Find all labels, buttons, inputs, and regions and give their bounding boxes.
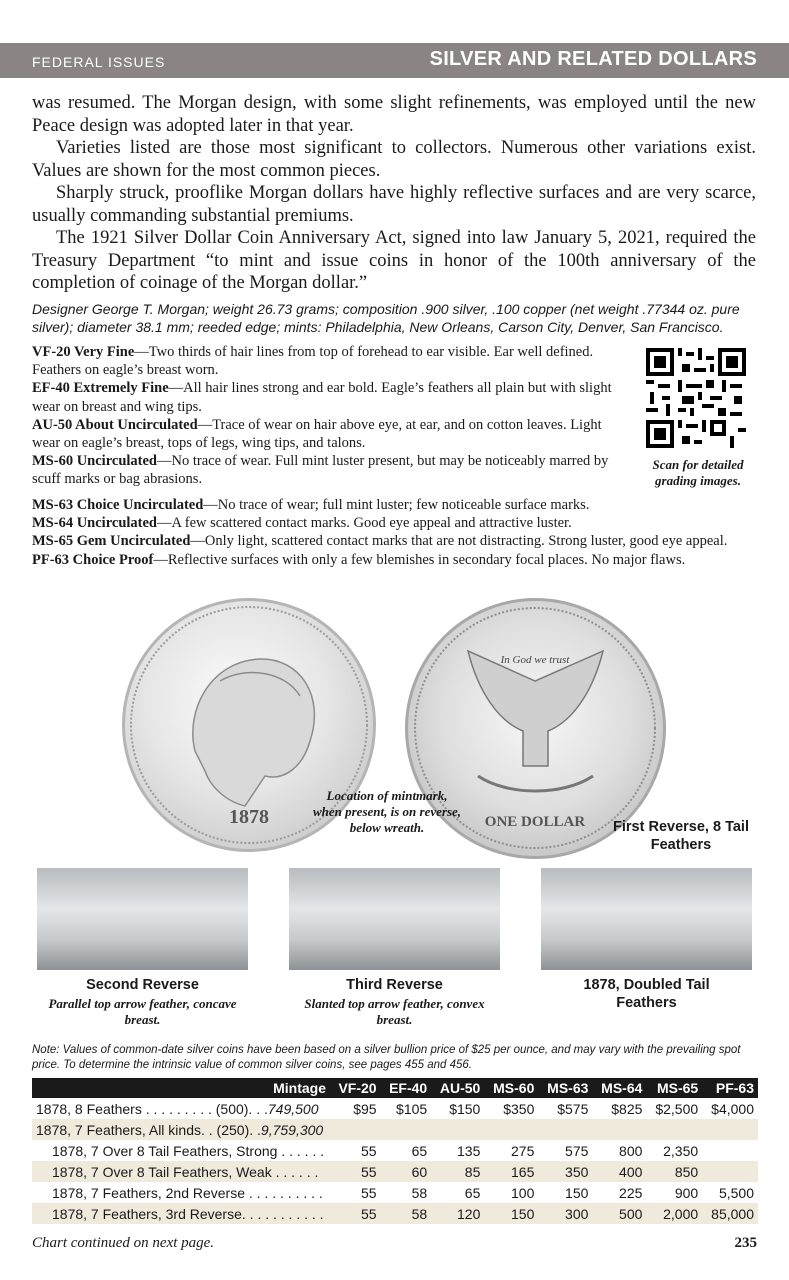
- value-cell: [330, 1119, 381, 1140]
- table-row: [32, 1098, 758, 1119]
- value-cell: [702, 1140, 758, 1161]
- grade-definitions-continued: [32, 496, 758, 569]
- column-header: AU-50: [431, 1078, 484, 1098]
- value-cell: [538, 1119, 592, 1140]
- value-cell: 150: [484, 1203, 538, 1224]
- value-cell: 55: [330, 1203, 381, 1224]
- row-label: 1878, 7 Over 8 Tail Feathers, Weak . . . . . .: [32, 1161, 330, 1182]
- section-label: FEDERAL ISSUES: [32, 54, 166, 70]
- value-cell: $825: [611, 1100, 643, 1117]
- column-header: Mintage: [32, 1078, 330, 1098]
- grade-item: PF-63 Choice Proof—Reflective surfaces with only a few blemishes in secondary focal places. No major flaws.: [32, 551, 686, 568]
- grade-item: EF-40 Extremely Fine—All hair lines strong and ear bold. Eagle’s feathers all plain but with slight wear on breast and wing tips.: [32, 380, 612, 415]
- detail-subtitle: Slanted top arrow feather, convex breast.: [304, 996, 485, 1027]
- page-number: 235: [734, 1235, 757, 1251]
- value-cell: $95: [353, 1100, 377, 1117]
- grade-definitions: [32, 343, 632, 489]
- value-cell: 65: [411, 1142, 428, 1159]
- row-label: 1878, 7 Feathers, 3rd Reverse. . . . . . . . . . .: [32, 1203, 330, 1224]
- intro-paragraph: The 1921 Silver Dollar Coin Anniversary Act, signed into law January 5, 2021, required the Treasury Department “to mint and issue coins in honor of the 100th anniversary of the completion of coinage of the Morgan dollar.”: [32, 228, 756, 293]
- page-title: SILVER AND RELATED DOLLARS: [429, 48, 757, 70]
- value-cell: $575: [557, 1100, 589, 1117]
- value-cell: [484, 1119, 538, 1140]
- value-cell: [646, 1119, 702, 1140]
- table-row: [32, 1203, 758, 1224]
- value-cell: $4,000: [711, 1100, 754, 1117]
- value-cell: 225: [619, 1184, 643, 1201]
- column-header: MS-63: [538, 1078, 592, 1098]
- value-cell: 275: [511, 1142, 535, 1159]
- value-cell: 55: [330, 1161, 381, 1182]
- value-cell: 85: [431, 1161, 484, 1182]
- value-cell: 60: [381, 1161, 432, 1182]
- value-cell: 85,000: [702, 1203, 758, 1224]
- row-label: 1878, 7 Feathers, All kinds. . (250). .9,759,300: [32, 1119, 330, 1140]
- svg-text:In God we trust: In God we trust: [500, 654, 570, 666]
- intro-paragraph: Sharply struck, prooflike Morgan dollars have highly reflective surfaces and are very scarce, usually commanding substantial premiums.: [32, 183, 756, 226]
- second-reverse-detail-image: [37, 868, 248, 970]
- qr-caption: Scan for detailed grading images.: [652, 457, 744, 488]
- value-cell: [431, 1119, 484, 1140]
- value-cell: 100: [511, 1184, 535, 1201]
- row-label: 1878, 7 Over 8 Tail Feathers, Strong . . . . . .: [52, 1142, 325, 1159]
- table-row: [32, 1182, 758, 1203]
- value-cell: 135: [457, 1142, 481, 1159]
- detail-title: 1878, Doubled Tail Feathers: [583, 977, 710, 1011]
- value-cell: 165: [484, 1161, 538, 1182]
- table-row: [32, 1161, 758, 1182]
- column-header: EF-40: [381, 1078, 432, 1098]
- continuation-note: Chart continued on next page.: [32, 1235, 215, 1251]
- svg-text:1878: 1878: [229, 806, 269, 828]
- value-cell: $2,500: [655, 1100, 699, 1117]
- value-cell: [592, 1119, 646, 1140]
- intro-text: [32, 92, 756, 295]
- coin-specifications: Designer George T. Morgan; weight 26.73 grams; composition .900 silver, .100 copper (net weight .77344 oz. pure silver); diameter 38.1 mm; reeded edge; mints: Philadelphia, New Orleans, Carson City, Denver, San Francisco.: [32, 301, 740, 335]
- value-cell: 2,000: [646, 1203, 702, 1224]
- grade-item: AU-50 About Uncirculated—Trace of wear on hair above eye, at ear, and on cotton leaves. Light wear on eagle’s breast, tops of legs, wing tips, and talons.: [32, 416, 602, 452]
- value-cell: 350: [538, 1161, 592, 1182]
- value-cell: 300: [538, 1203, 592, 1224]
- value-cell: 58: [411, 1184, 428, 1201]
- column-header: MS-65: [646, 1078, 702, 1098]
- value-cell: [702, 1119, 758, 1140]
- row-label: 1878, 8 Feathers . . . . . . . . . (500). . .749,500: [36, 1100, 319, 1117]
- column-header: VF-20: [330, 1078, 381, 1098]
- column-header: MS-60: [484, 1078, 538, 1098]
- value-cell: 900: [674, 1184, 699, 1201]
- detail-title: Third Reverse: [346, 977, 443, 993]
- svg-text:ONE DOLLAR: ONE DOLLAR: [484, 814, 586, 830]
- qr-code-icon[interactable]: [646, 348, 746, 448]
- table-row: [32, 1140, 758, 1161]
- value-cell: [381, 1119, 432, 1140]
- value-cell: 150: [565, 1184, 589, 1201]
- first-reverse-caption: First Reverse, 8 Tail Feathers: [613, 819, 749, 853]
- value-cell: 55: [361, 1184, 377, 1201]
- value-cell: 120: [431, 1203, 484, 1224]
- table-row: [32, 1119, 758, 1140]
- value-cell: 5,500: [718, 1184, 754, 1201]
- grade-item: MS-60 Uncirculated—No trace of wear. Full mint luster present, but may be noticeably marred by scuff marks or bag abrasions.: [32, 453, 609, 488]
- detail-subtitle: Parallel top arrow feather, concave breast.: [48, 996, 237, 1027]
- value-cell: 800: [619, 1142, 643, 1159]
- value-cell: $150: [449, 1100, 481, 1117]
- third-reverse-detail-image: [289, 868, 500, 970]
- value-cell: 500: [592, 1203, 646, 1224]
- column-header: PF-63: [702, 1078, 758, 1098]
- value-cell: 850: [646, 1161, 702, 1182]
- row-label: 1878, 7 Feathers, 2nd Reverse . . . . . . . . . .: [52, 1184, 323, 1201]
- grade-item: MS-63 Choice Uncirculated—No trace of wear; full mint luster; few noticeable surface marks.: [32, 497, 590, 513]
- grade-item: MS-64 Uncirculated—A few scattered contact marks. Good eye appeal and attractive luster.: [32, 515, 572, 532]
- value-table: [32, 1078, 758, 1224]
- value-cell: 400: [592, 1161, 646, 1182]
- grade-item: VF-20 Very Fine—Two thirds of hair lines from top of forehead to ear visible. Ear well defined. Feathers on eagle’s breast worn.: [32, 344, 594, 379]
- grade-item: MS-65 Gem Uncirculated—Only light, scattered contact marks that are not distracting. Strong luster, good eye appeal.: [32, 533, 728, 550]
- detail-title: Second Reverse: [86, 977, 199, 993]
- value-cell: $105: [396, 1100, 428, 1117]
- bullion-note: Note: Values of common-date silver coins have been based on a silver bullion price of $25 per ounce, and may vary with the prevailing spot price. To determine the intrinsic value of common silver coins, see pages 455 and 456.: [32, 1044, 741, 1071]
- table-header-row: [32, 1078, 758, 1098]
- value-cell: $350: [503, 1100, 535, 1117]
- column-header: MS-64: [592, 1078, 646, 1098]
- intro-paragraph: was resumed. The Morgan design, with some slight refinements, was employed until the new Peace design was adopted later in that year.: [32, 93, 756, 136]
- value-cell: 2,350: [663, 1142, 699, 1159]
- value-cell: 58: [381, 1203, 432, 1224]
- doubled-tail-feathers-image: [541, 868, 752, 970]
- mintmark-caption: Location of mintmark, when present, is on reverse, below wreath.: [312, 788, 462, 835]
- value-cell: 575: [565, 1142, 589, 1159]
- value-cell: 55: [361, 1142, 377, 1159]
- intro-paragraph: Varieties listed are those most significant to collectors. Numerous other variations exist. Values are shown for the most common pieces.: [32, 138, 756, 181]
- value-cell: [702, 1161, 758, 1182]
- running-header: [0, 43, 789, 78]
- value-cell: 65: [464, 1184, 481, 1201]
